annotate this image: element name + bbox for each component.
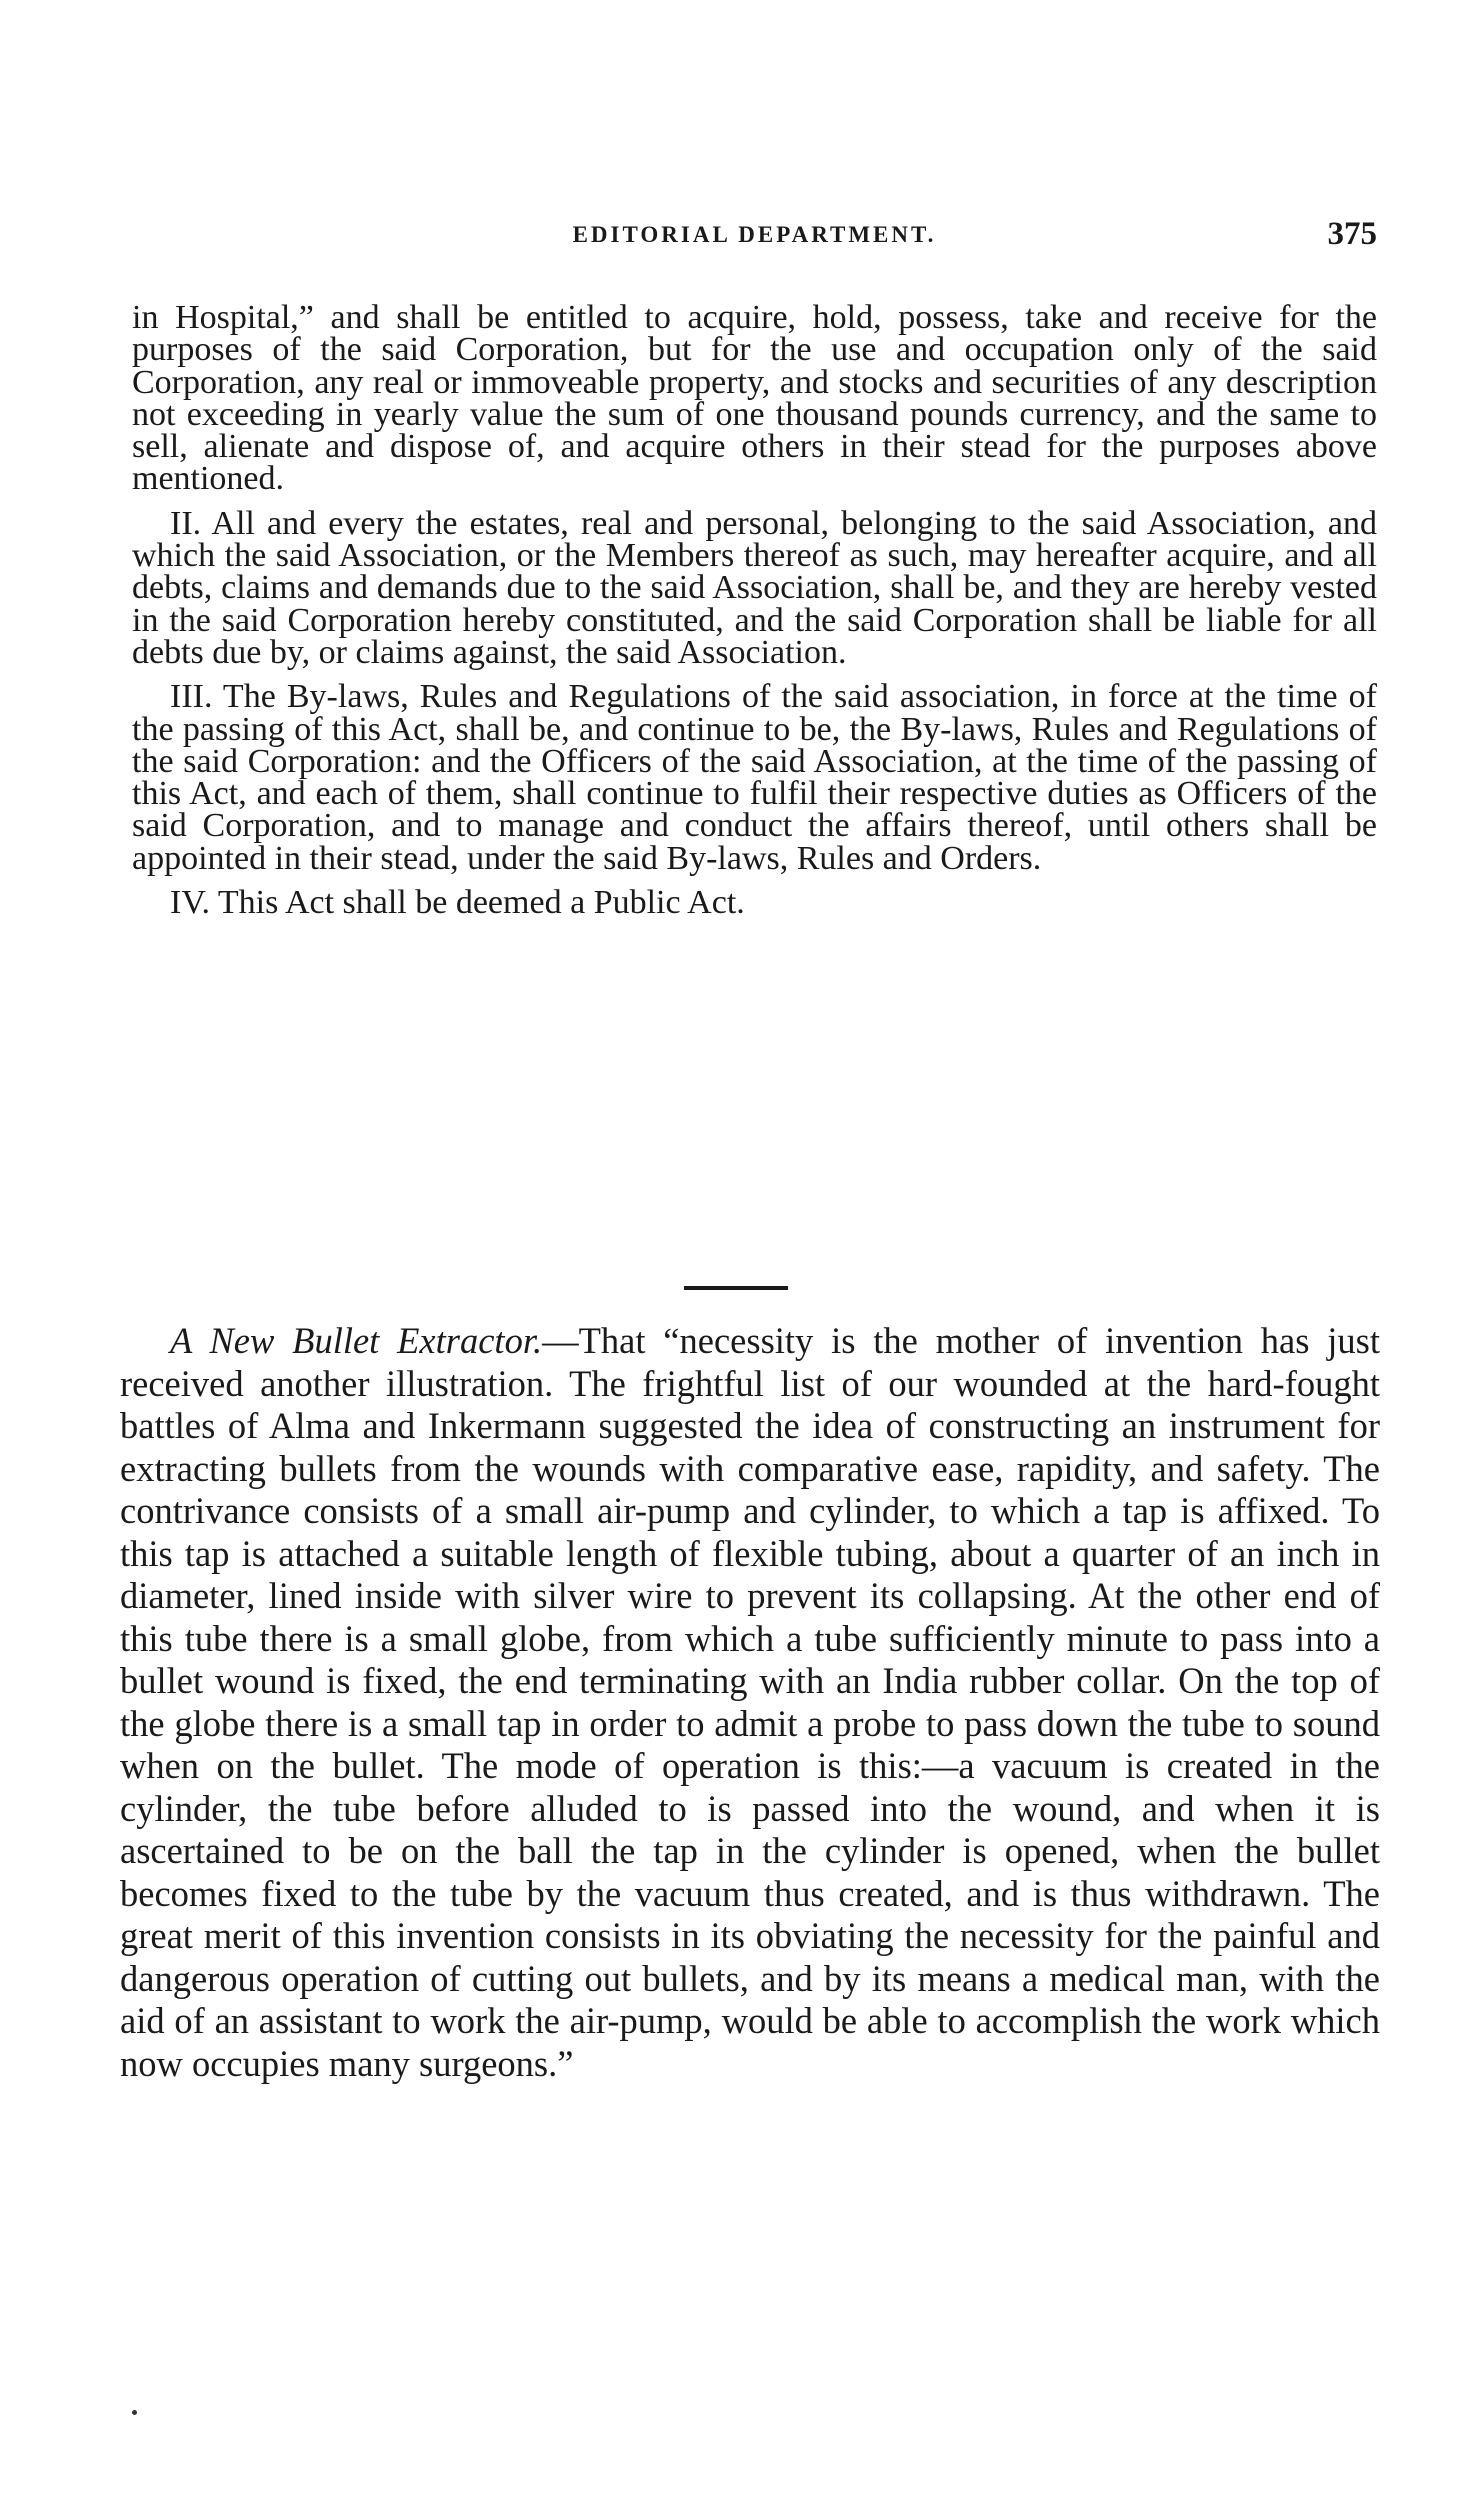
article-title: A New Bullet Extractor. — [170, 1320, 543, 1361]
stray-mark — [132, 2410, 137, 2415]
act-paragraph-continuation: in Hospital,” and shall be entitled to acquire, hold, possess, take and receive for the purposes of the said Corporation, but for the use and occupation only of the said Corporation, any real or immoveable property, and stocks and securities of any description not exceeding in yearly value the sum of one thousand pounds currency, and the same to sell, alienate and dispose of, and acquire others in their stead for the purposes above mentioned. — [132, 299, 1377, 498]
article-body: —That “necessity is the mother of invention has just received another illustration. The frightful list of our wounded at the hard-fought battles of Alma and Inkermann suggested the idea of constructing an instrument for extracting bullets from the wounds with comparative ease, rapidity, and safety. The contrivance consists of a small air-pump and cylinder, to which a tap is affixed. To this tap is attached a suitable length of flexible tubing, about a quarter of an inch in diameter, lined inside with silver wire to prevent its collapsing. At the other end of this tube there is a small globe, from which a tube sufficiently minute to pass into a bullet wound is fixed, the end terminating with an India rubber collar. On the top of the globe there is a small tap in order to admit a probe to pass down the tube to sound when on the bullet. The mode of operation is this:—a vacuum is created in the cylinder, the tube before alluded to is passed into the wound, and when it is ascertained to be on the ball the tap in the cylinder is opened, when the bullet becomes fixed to the tube by the vacuum thus created, and is thus withdrawn. The great merit of this invention consists in its obviating the necessity for the painful and dangerous operation of cutting out bullets, and by its means a medical man, with the aid of an assistant to work the air-pump, would be able to accomplish the work which now occupies many surgeons.” — [120, 1320, 1380, 2084]
act-section-iii: III. The By-laws, Rules and Regulations of the said association, in force at the time of the passing of this Act, shall be, and continue to be, the By-laws, Rules and Regulations of the said Corporation: and the Officers of the said Association, at the time of the passing of this Act, and each of them, shall continue to fulfil their respective duties as Officers of the said Corporation, and to manage and conduct the affairs thereof, until others shall be appointed in their stead, under the said By-laws, Rules and Orders. — [132, 678, 1377, 877]
act-section-iv: IV. This Act shall be deemed a Public Act. — [170, 884, 745, 922]
page-header — [132, 216, 1377, 272]
act-section-ii: II. All and every the estates, real and personal, belonging to the said Association, and which the said Association, or the Members thereof as such, may hereafter acquire, and all debts, claims and demands due to the said Association, shall be, and they are hereby vested in the said Corporation hereby constituted, and the said Corporation shall be liable for all debts due by, or claims against, the said Association. — [132, 504, 1377, 671]
running-head: EDITORIAL DEPARTMENT. — [572, 222, 937, 247]
section-divider — [684, 1286, 788, 1290]
article-paragraph — [120, 1320, 1380, 2085]
bullet-extractor-article — [120, 1320, 1380, 2085]
act-text-section — [132, 299, 1377, 922]
page-number: 375 — [1327, 216, 1377, 252]
